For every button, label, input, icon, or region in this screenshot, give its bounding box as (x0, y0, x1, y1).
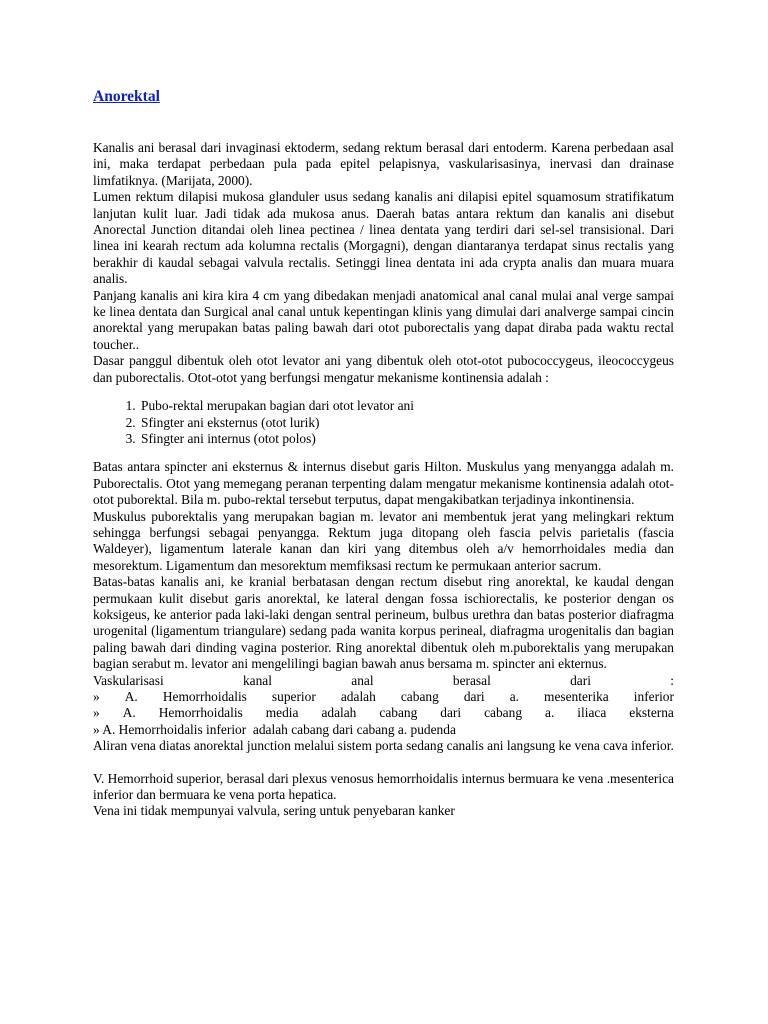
vasc-word: » (93, 705, 100, 721)
list-item: 1. Pubo-rektal merupakan bagian dari otot levator ani (139, 398, 674, 414)
vasc-word: dari (570, 672, 591, 688)
paragraph-pelvic-floor: Dasar panggul dibentuk oleh otot levator ani yang dibentuk oleh otot-otot pubococcygeus, ileococcygeus dan puborectalis. Otot-otot yang berfungsi mengatur mekanisme kontinensia adalah : (93, 353, 674, 385)
vasc-word: adalah (321, 705, 357, 721)
vasc-word: iliaca (577, 705, 607, 721)
paragraph-hemorrhoid-superior: V. Hemorrhoid superior, berasal dari plexus venosus hemorrhoidalis internus bermuara ke vena .mesenterica inferior dan bermuara ke vena porta hepatica. (93, 770, 674, 803)
document-page (93, 88, 674, 820)
vasc-word: dari (440, 705, 462, 721)
vasc-word: Hemorrhoidalis (158, 705, 243, 721)
muscle-list (93, 398, 674, 447)
spacer (93, 755, 674, 771)
vasc-line-media (93, 705, 674, 721)
paragraph-lumen: Lumen rektum dilapisi mukosa glanduler usus sedang kanalis ani dilapisi epitel squamosum stratifikatum lanjutan kulit luar. Jadi tidak ada mukosa anus. Daerah batas antara rektum dan kanalis ani disebut Anorectal Junction ditandai oleh linea pectinea / linea dentata yang terdiri dari sel-sel transisional. Dari linea ini kearah rectum ada kolumna rectalis (Morgagni), dengan diantaranya terdapat sinus rectalis yang berakhir di kaudal sebagai valvula rectalis. Setinggi linea dentata ini ada crypta analis dan muara muara analis. (93, 189, 674, 287)
list-item: 2. Sfingter ani eksternus (otot lurik) (139, 415, 674, 431)
vasc-word: cabang (379, 705, 418, 721)
list-item: 3. Sfingter ani internus (otot polos) (139, 431, 674, 447)
vasc-word: media (265, 705, 299, 721)
vasc-word: cabang (400, 689, 439, 704)
vasc-word: A. (124, 689, 138, 704)
paragraph-valvula: Vena ini tidak mempunyai valvula, sering untuk penyebaran kanker (93, 803, 455, 819)
vasc-word: : (670, 672, 674, 688)
vasc-line-inferior: » A. Hemorrhoidalis inferior adalah cabang dari cabang a. pudenda (93, 721, 456, 737)
vascularization-heading (93, 673, 674, 689)
title-wrap (93, 88, 674, 124)
paragraph-length: Panjang kanalis ani kira kira 4 cm yang dibedakan menjadi anatomical anal canal mulai anal verge sampai ke linea dentata dan Surgical anal canal untuk kepentingan klinis yang dimulai dari analverge sampai cincin anorektal yang merupakan batas paling bawah dari otot puborectalis yang dapat diraba pada waktu rectal toucher.. (93, 287, 674, 352)
vasc-word: » (93, 689, 100, 704)
vasc-word: berasal (452, 672, 491, 688)
paragraph-boundaries: Batas-batas kanalis ani, ke kranial berbatasan dengan rectum disebut ring anorektal, ke kaudal dengan permukaan kulit disebut garis anorektal, ke lateral dengan fossa ischiorectalis, ke posterior dengan os koksigeus, ke anterior pada laki-laki dengan sentral perineum, bulbus urethra dan batas posterior diafragma urogenital (ligamentum triangulare) sedang pada wanita korpus perineal, diafragma urogenitalis dan bagian paling bawah dari dinding vagina posterior. Ring anorektal dibentuk oleh m.puborektalis yang merupakan bagian serabut m. levator ani mengelilingi bagian bawah anus bersama m. spincter ani ekternus. (93, 574, 674, 672)
vasc-word: superior (271, 689, 316, 704)
paragraph-origin: Kanalis ani berasal dari invaginasi ektoderm, sedang rektum berasal dari entoderm. Karena perbedaan asal ini, maka terdapat perbedaan pula pada epitel pelapisnya, vaskularisasinya, inervasi dan drainase limfatiknya. (Marijata, 2000). (93, 140, 674, 188)
vasc-word: kanal (242, 672, 272, 688)
paragraph-venous-flow: Aliran vena diatas anorektal junction melalui sistem porta sedang canalis ani langsung ke vena cava inferior. (93, 738, 674, 754)
paragraph-hilton: Batas antara spincter ani eksternus & internus disebut garis Hilton. Muskulus yang menyangga adalah m. Puborectalis. Otot yang memegang peranan terpenting dalam mengatur mekanisme kontinensia adalah otot-otot puborektal. Bila m. pubo-rektal tersebut terputus, dapat mengakibatkan terjadinya inkontinensia. (93, 459, 674, 508)
vasc-word: Vaskularisasi (93, 672, 164, 688)
vasc-word: A. (122, 705, 136, 721)
vasc-word: dari (463, 689, 485, 704)
vasc-word: a. (509, 689, 519, 704)
vasc-word: inferior (633, 689, 674, 704)
vasc-word: eksterna (629, 705, 674, 721)
vasc-word: adalah (340, 689, 376, 704)
document-title-link[interactable]: Anorektal (93, 88, 160, 105)
paragraph-puborectalis: Muskulus puborektalis yang merupakan bagian m. levator ani membentuk jerat yang melingkari rektum sehingga berfungsi sebagai penyangga. Rektum juga ditopang oleh fascia pelvis parietalis (fascia Waldeyer), ligamentum laterale kanan dan kiri yang ditembus oleh a/v hemorrhoidales media dan mesorektum. Ligamentum dan mesorektum memfiksasi rectum ke permukaan anterior sacrum. (93, 508, 674, 573)
vasc-line-superior (93, 689, 674, 705)
vasc-word: cabang (484, 705, 523, 721)
vasc-word: a. (545, 705, 555, 721)
vasc-word: mesenterika (544, 689, 609, 704)
vasc-word: anal (351, 672, 374, 688)
vasc-word: Hemorrhoidalis (162, 689, 247, 704)
